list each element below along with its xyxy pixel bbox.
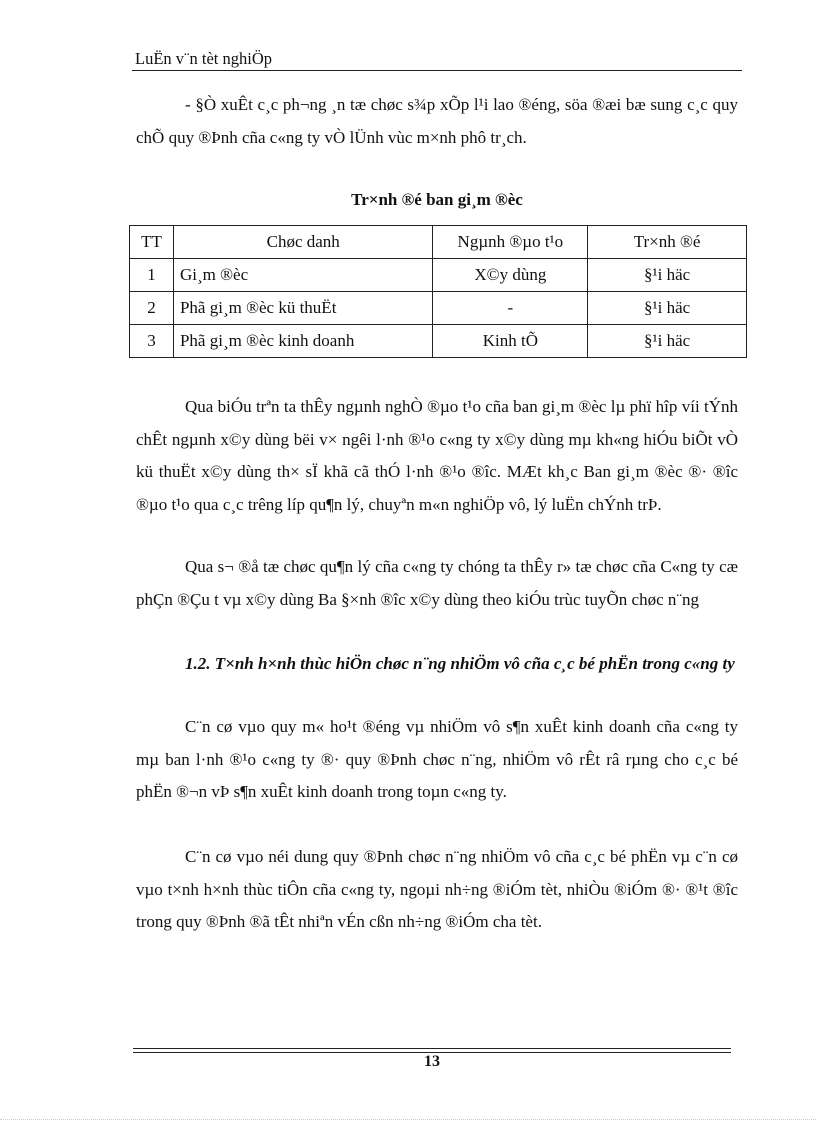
table-header-row [130,226,747,259]
cell-position: Phã gi¸m ®èc kü thuËt [173,292,433,325]
table-row [130,259,747,292]
cell-level: §¹i häc [588,325,747,358]
header-cell-level: Tr×nh ®é [588,226,747,259]
cell-index: 1 [130,259,174,292]
table-row [130,325,747,358]
cell-field: X©y dùng [433,259,588,292]
paragraph-1: - §Ò xuÊt c¸c ph¬ng ¸n tæ chøc s¾p xÕp l¹i lao ®éng, söa ®æi bæ sung c¸c quy chÕ quy ®Þnh cña c«ng ty vÒ lÜnh vùc m×nh phô tr¸ch. [136,95,738,147]
header-cell-field: Ngµnh ®µo t¹o [433,226,588,259]
paragraph-5: C¨n cø vµo néi dung quy ®Þnh chøc n¨ng nhiÖm vô cña c¸c bé phËn vµ c¨n cø vµo t×nh h×nh thùc tiÔn cña c«ng ty, ngoµi nh÷ng ®iÓm tèt, nhiÒu ®iÓm ®· ®¹t ®îc trong quy ®Þnh ®ã tÊt nhiªn vÉn cßn nh÷ng ®iÓm cha tèt. [136,847,738,932]
paragraph-2: Qua biÓu trªn ta thÊy ngµnh nghÒ ®µo t¹o cña ban gi¸m ®èc lµ phï hîp víi tÝnh chÊt ngµnh x©y dùng bëi v× ngêi l·nh ®¹o c«ng ty x©y dùng mµ kh«ng hiÓu biÕt vÒ kü thuËt x©y dùng th× sÏ khã cã thÓ l·nh ®¹o ®îc. MÆt kh¸c Ban gi¸m ®èc ®· ®îc ®µo t¹o qua c¸c trêng líp qu¶n lý, chuyªn m«n nghiÖp vô, lý luËn chÝnh trÞ. [136,397,738,514]
page-edge-divider [0,1119,816,1120]
footer-rule-top [133,1048,731,1049]
table-caption: Tr×nh ®é ban gi¸m ®èc [351,190,523,209]
cell-position: Phã gi¸m ®èc kinh doanh [173,325,433,358]
table-row [130,292,747,325]
paragraph-4: C¨n cø vµo quy m« ho¹t ®éng vµ nhiÖm vô s¶n xuÊt kinh doanh cña c«ng ty mµ ban l·nh ®¹o c«ng ty ®· quy ®Þnh chøc n¨ng, nhiÖm vô rÊt râ rµng cho c¸c bé phËn ®¬n vÞ s¶n xuÊt kinh doanh trong toµn c«ng ty. [136,717,738,802]
management-table [129,225,747,358]
cell-position: Gi¸m ®èc [173,259,433,292]
header-rule [132,70,742,71]
running-header: LuËn v¨n tèt nghiÖp [135,49,273,68]
header-cell-position: Chøc danh [173,226,433,259]
section-heading: 1.2. T×nh h×nh thùc hiÖn chøc n¨ng nhiÖm vô cña c¸c bé phËn trong c«ng ty [185,654,735,673]
page-number: 13 [424,1053,440,1070]
cell-level: §¹i häc [588,259,747,292]
cell-index: 3 [130,325,174,358]
paragraph-3: Qua s¬ ®å tæ chøc qu¶n lý cña c«ng ty chóng ta thÊy r» tæ chøc cña C«ng ty cæ phÇn ®Çu t vµ x©y dùng Ba §×nh ®îc x©y dùng theo kiÓu trùc tuyÕn chøc n¨ng [136,557,738,609]
cell-field: Kinh tÕ [433,325,588,358]
cell-index: 2 [130,292,174,325]
cell-level: §¹i häc [588,292,747,325]
header-cell-tt: TT [130,226,174,259]
cell-field: - [433,292,588,325]
